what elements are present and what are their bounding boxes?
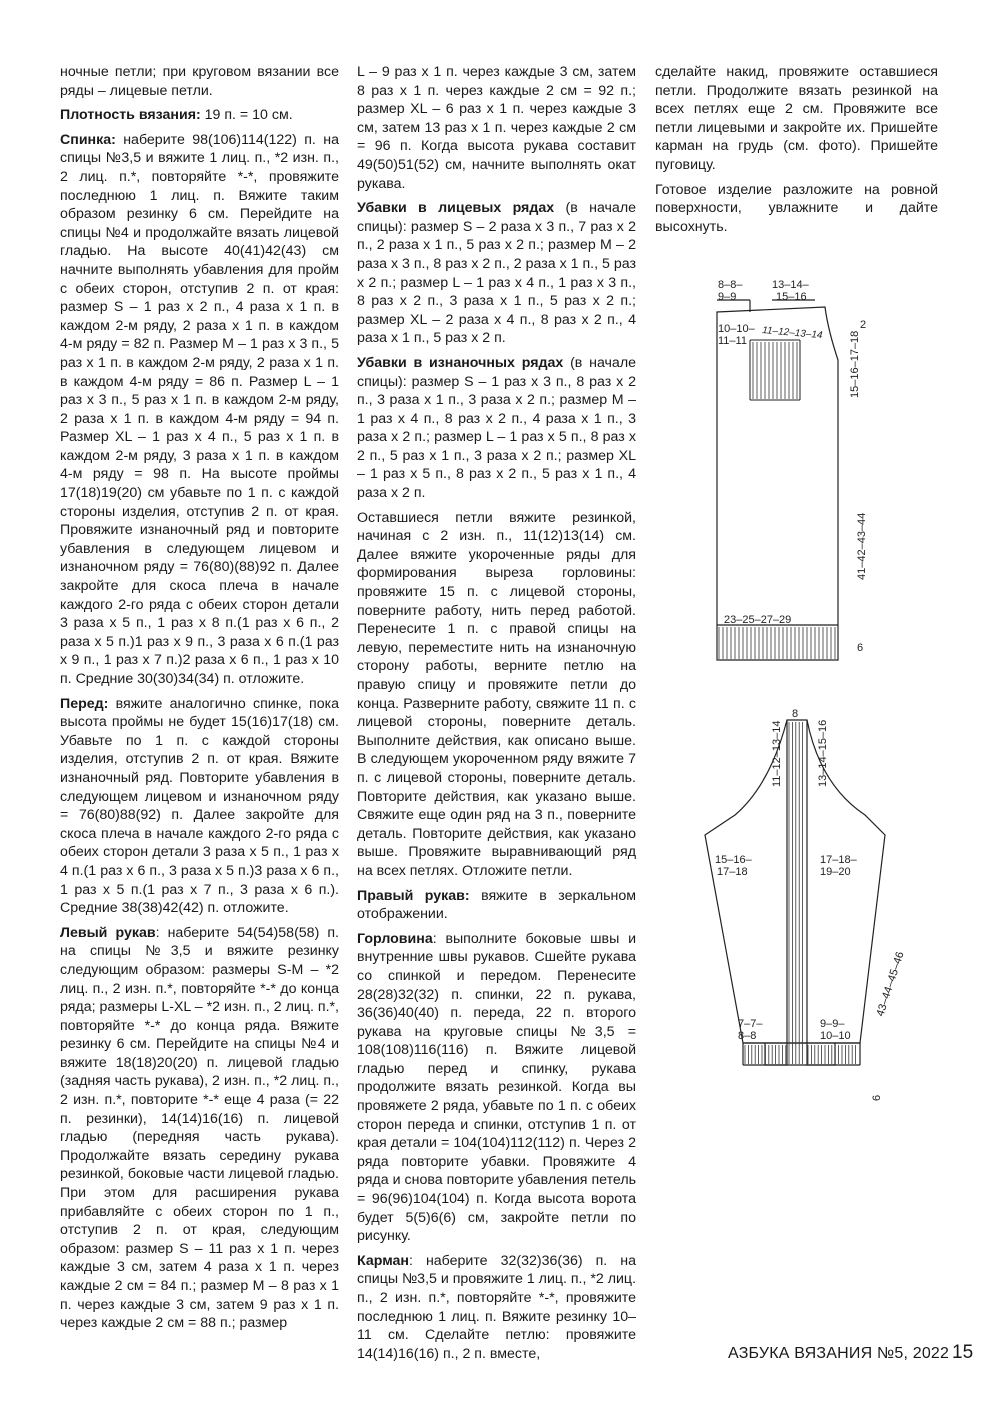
upper-width-label: 17–18– <box>820 854 857 866</box>
paragraph: сделайте накид, провяжите оставшиеся петли. Продолжите вязать резинкой на всех петлях еще 2 см. Провяжите все петли лицевыми и закройте их. Пришейте карман на грудь (см. фото). Пришейте пуговицу. <box>655 64 938 173</box>
neck-label: 10–10– <box>718 323 755 335</box>
paragraph: Готовое изделие разложите на ровной поверхности, увлажните и дайте высохнуть. <box>655 181 938 235</box>
cap-label: 13–14–15–16 <box>817 719 829 787</box>
section-text: : наберите 32(32)36(36) п. на спицы №3,5 и провяжите 1 лиц. п., *2 лиц. п., 2 изн. п.*, повторяйте *-*, провяжите последнюю 1 лиц. п. Вяжите резинку 10–11 см. Сделайте петлю: провяжите 14(14)16(16) п., 2 п. вместе, <box>357 1252 637 1362</box>
section-text: вяжите в зеркальном отображении. <box>357 887 636 923</box>
purl-decrease-paragraph <box>357 354 636 503</box>
right-sleeve-paragraph <box>357 887 636 924</box>
section-text: вяжите аналогично спинке, пока высота проймы не будет 15(16)17(18) см. Убавьте по 1 п. с каждой стороны изделия, отступив 2 п. от края. Вяжите изнаночный ряд. Повторите убавления в следующем лицевом и изнаночном ряду = 76(80)88(92) п. Далее закройте для скоса плеча в начале каждого 2-го ряда с обеих сторон детали 3 раза х 5 п., 1 раз х 4 п.(1 раз х 6 п., 3 раза х 5 п.)3 раза х 6 п., 1 раз х 5 п.(1 раз х 7 п., 3 раза х 6 п.). Средние 38(38)42(42) п. отложите. <box>60 695 339 917</box>
rib-label: 6 <box>871 1094 883 1101</box>
paragraph: Оставшиеся петли вяжите резинкой, начиная с 2 изн. п., 11(12)13(14) см. Далее вяжите укороченные ряды для формирования выреза горловины: провяжите 15 п. с лицевой стороны, поверните работу, нить перед работой. Перенесите 1 п. с правой спицы на левую, переместите нить на изнаночную сторону работы, верните петлю на правую спицу и провяжите петли до конца. Разверните работу, свяжите 11 п. с лицевой стороны, поверните деталь. Выполните действия, как описано выше. В следующем укороченном ряду вяжите 7 п. с лицевой стороны, поверните деталь. Повторите действия, как указано выше. Свяжите еще один ряд на 3 п., поверните деталь. Повторите действия, как указано выше. Провяжите выравнивающий ряд на всех петлях. Отложите петли. <box>357 509 636 879</box>
length-label: 43–44–45–46 <box>874 950 907 1018</box>
text-column-2 <box>357 63 636 1369</box>
gauge-paragraph <box>60 106 339 125</box>
section-heading: Спинка: <box>60 131 116 148</box>
width-label: 23–25–27–29 <box>724 614 792 626</box>
cuff-label: 8–8 <box>738 1030 757 1042</box>
knit-decrease-paragraph <box>357 199 636 348</box>
cuff-label: 9–9– <box>820 1018 845 1030</box>
paragraph: L – 9 раз х 1 п. через каждые 3 см, затем 8 раз х 1 п. через каждые 2 см = 92 п.; размер XL – 6 раз х 1 п. через каждые 3 см, затем 13 раз х 1 п. через каждые 2 см = 96 п. Когда высота рукава составит 49(50)51(52) см, начните выполнять окат рукава. <box>357 64 636 192</box>
cap-label: 11–12–13–14 <box>771 720 783 787</box>
height-label: 41–42–43–44 <box>856 512 868 580</box>
cuff-label: 10–10 <box>820 1030 851 1042</box>
section-heading: Плотность вязания: <box>60 107 201 124</box>
section-heading: Карман <box>357 1252 409 1269</box>
left-sleeve-paragraph <box>60 924 339 1333</box>
armhole-label: 15–16–17–18 <box>849 330 861 398</box>
upper-width-label: 15–16– <box>715 854 752 866</box>
section-heading: Убавки в изнаночных рядах <box>357 354 564 371</box>
page-number: 15 <box>952 1342 974 1363</box>
body-schematic <box>700 270 900 670</box>
magazine-title: АЗБУКА ВЯЗАНИЯ №5, 2022 <box>728 1345 950 1362</box>
page-footer <box>728 1342 974 1363</box>
upper-width-label: 19–20 <box>820 866 851 878</box>
cuff-label: 7–7– <box>738 1018 763 1030</box>
rib-label: 6 <box>857 642 864 654</box>
section-text: (в начале спицы): размер S – 1 раз х 3 п., 8 раз х 2 п., 3 раза х 1 п., 3 раза х 2 п.; размер М – 1 раз х 4 п., 8 раз х 2 п., 4 раза х 1 п., 3 раза х 2 п.; размер L – 1 раз х 5 п., 8 раз х 2 п., 5 раз х 1 п., 3 раза х 2 п.; размер XL – 1 раз х 5 п., 8 раз х 2 п., 5 раз х 1 п., 4 раза х 2 п. <box>357 354 636 502</box>
section-heading: Левый рукав <box>60 924 156 941</box>
pocket-paragraph <box>357 1252 636 1364</box>
section-heading: Перед: <box>60 695 109 712</box>
shoulder-label: 8–8– <box>718 279 743 291</box>
section-text: (в начале спицы): размер S – 2 раза х 3 п., 7 раз х 2 п., 2 раза х 1 п., 5 раз х 2 п.; размер М – 2 раза х 3 п., 8 раз х 2 п., 2 раза х 1 п., 5 раз х 2 п.; размер L – 1 раз х 4 п., 1 раз х 3 п., 8 раз х 2 п., 3 раза х 1 п., 5 раз х 2 п.; размер XL – 2 раза х 4 п., 8 раз х 2 п., 4 раза х 1 п., 5 раз х 2 п. <box>357 200 636 347</box>
shoulder-label: 9–9 <box>718 291 737 303</box>
section-text: : наберите 54(54)58(58) п. на спицы №3,5 и вяжите резинку следующим образом: размеры S-M – *2 лиц. п., 2 изн. п.*, повторяйте *-* до конца ряда; размеры L-XL – *2 изн. п., 2 лиц. п.*, повторяйте *-* до конца ряда. Вяжите резинку 6 см. Перейдите на спицы №4 и вяжите 18(18)20(20) п. лицевой гладью (задняя часть рукава), 2 изн. п., *2 лиц. п., 2 изн. п.*, повторите *-* еще 4 раза (= 22 п. резинки), 14(14)16(16) п. лицевой гладью (передняя часть рукава). Продолжайте вязать середину рукава резинкой, боковые части лицевой гладью. При этом для расширения рукава прибавляйте с обеих сторон по 1 п., отступив 2 п. от края, следующим образом: размер S – 11 раз х 1 п. через каждые 3 см, затем 4 раза х 1 п. через каждые 2 см = 84 п.; размер М – 8 раз х 1 п. через каждые 3 см, затем 9 раз х 1 п. через каждые 2 см = 88 п.; размер <box>60 924 339 1332</box>
shoulder-label: 15–16 <box>776 291 807 303</box>
section-text: : выполните боковые швы и внутренние швы рукавов. Сшейте рукава со спинкой и передом. Перенесите 28(28)32(32) п. спинки, 22 п. рукава, 36(36)40(40) п. переда, 22 п. второго рукава на круговые спицы №3,5 = 108(108)116(116) п. Вяжите лицевой гладью перед и спинку, рукава продолжите вязать резинкой. Когда вы провяжете 2 ряда, убавьте по 1 п. с обеих сторон переда и спинки, отступив 1 п. от края детали = 104(104)112(112) п. Через 2 ряда повторите убавки. Провяжите 4 ряда и снова повторите убавления петель = 96(96)104(104) п. Когда высота ворота будет 5(5)6(6) см, закройте петли по рисунку. <box>357 930 636 1245</box>
shoulder-label: 13–14– <box>772 279 809 291</box>
neckline-paragraph <box>357 930 636 1246</box>
section-text: наберите 98(106)114(122) п. на спицы №3,5 и вяжите 1 лиц. п., *2 изн. п., 2 лиц. п.*, повторяйте *-*, провяжите последнюю 1 лиц. п. Вяжите таким образом резинку 6 см. Перейдите на спицы №4 и продолжайте вязать лицевой гладью. На высоте 40(41)42(43) см начните выполнять убавления для пройм с обеих сторон, отступив 2 п. от края: размер S – 1 раз х 2 п., 4 раза х 1 п. в каждом 2-м ряду, 2 раза х 1 п. в каждом 4-м ряду = 82 п. Размер М – 1 раз х 3 п., 5 раз х 1 п. в каждом 2-м ряду, 2 раза х 1 п. в каждом 4-м ряду = 86 п. Размер L – 1 раз х 3 п., 5 раз х 1 п. в каждом 2-м ряду, 2 раза х 1 п. в каждом 4-м ряду = 94 п. Размер XL – 1 раз х 4 п., 5 раз х 1 п. в каждом 2-м ряду, 3 раза х 1 п. в каждом 4-м ряду = 98 п. На высоте проймы 17(18)19(20) см убавьте по 1 п. с каждой стороны изделия, отступив 2 п. от края. Провяжите изнаночный ряд и повторите убавления в следующем лицевом и изнаночном ряду = 76(80)(88)92 п. Далее закройте для скоса плеча в начале каждого 2-го ряда с обеих сторон детали 3 раза х 5 п., 1 раз х 8 п.(1 раз х 6 п., 2 раза х 5 п.)1 раз х 9 п., 3 раза х 6 п.(1 раз х 9 п., 1 раз х 7 п.)2 раза х 6 п., 1 раз х 10 п. Средние 30(30)34(34) п. отложите. <box>60 131 339 687</box>
section-heading: Горловина <box>357 930 433 947</box>
section-heading: Правый рукав: <box>357 887 470 904</box>
top-label: 8 <box>792 708 799 720</box>
text-column-1 <box>60 63 339 1339</box>
neck-label: 11–11 <box>718 335 747 347</box>
upper-width-label: 17–18 <box>717 866 748 878</box>
sleeve-schematic <box>700 705 920 1105</box>
text-column-3 <box>655 63 938 242</box>
depth-label: 2 <box>860 319 867 331</box>
neck-label: 11–12–13–14 <box>761 325 823 342</box>
paragraph: ночные петли; при круговом вязании все ряды – лицевые петли. <box>60 64 339 99</box>
back-paragraph <box>60 131 339 689</box>
section-text: 19 п. = 10 см. <box>200 107 293 124</box>
front-paragraph <box>60 695 339 918</box>
section-heading: Убавки в лицевых рядах <box>357 200 555 217</box>
